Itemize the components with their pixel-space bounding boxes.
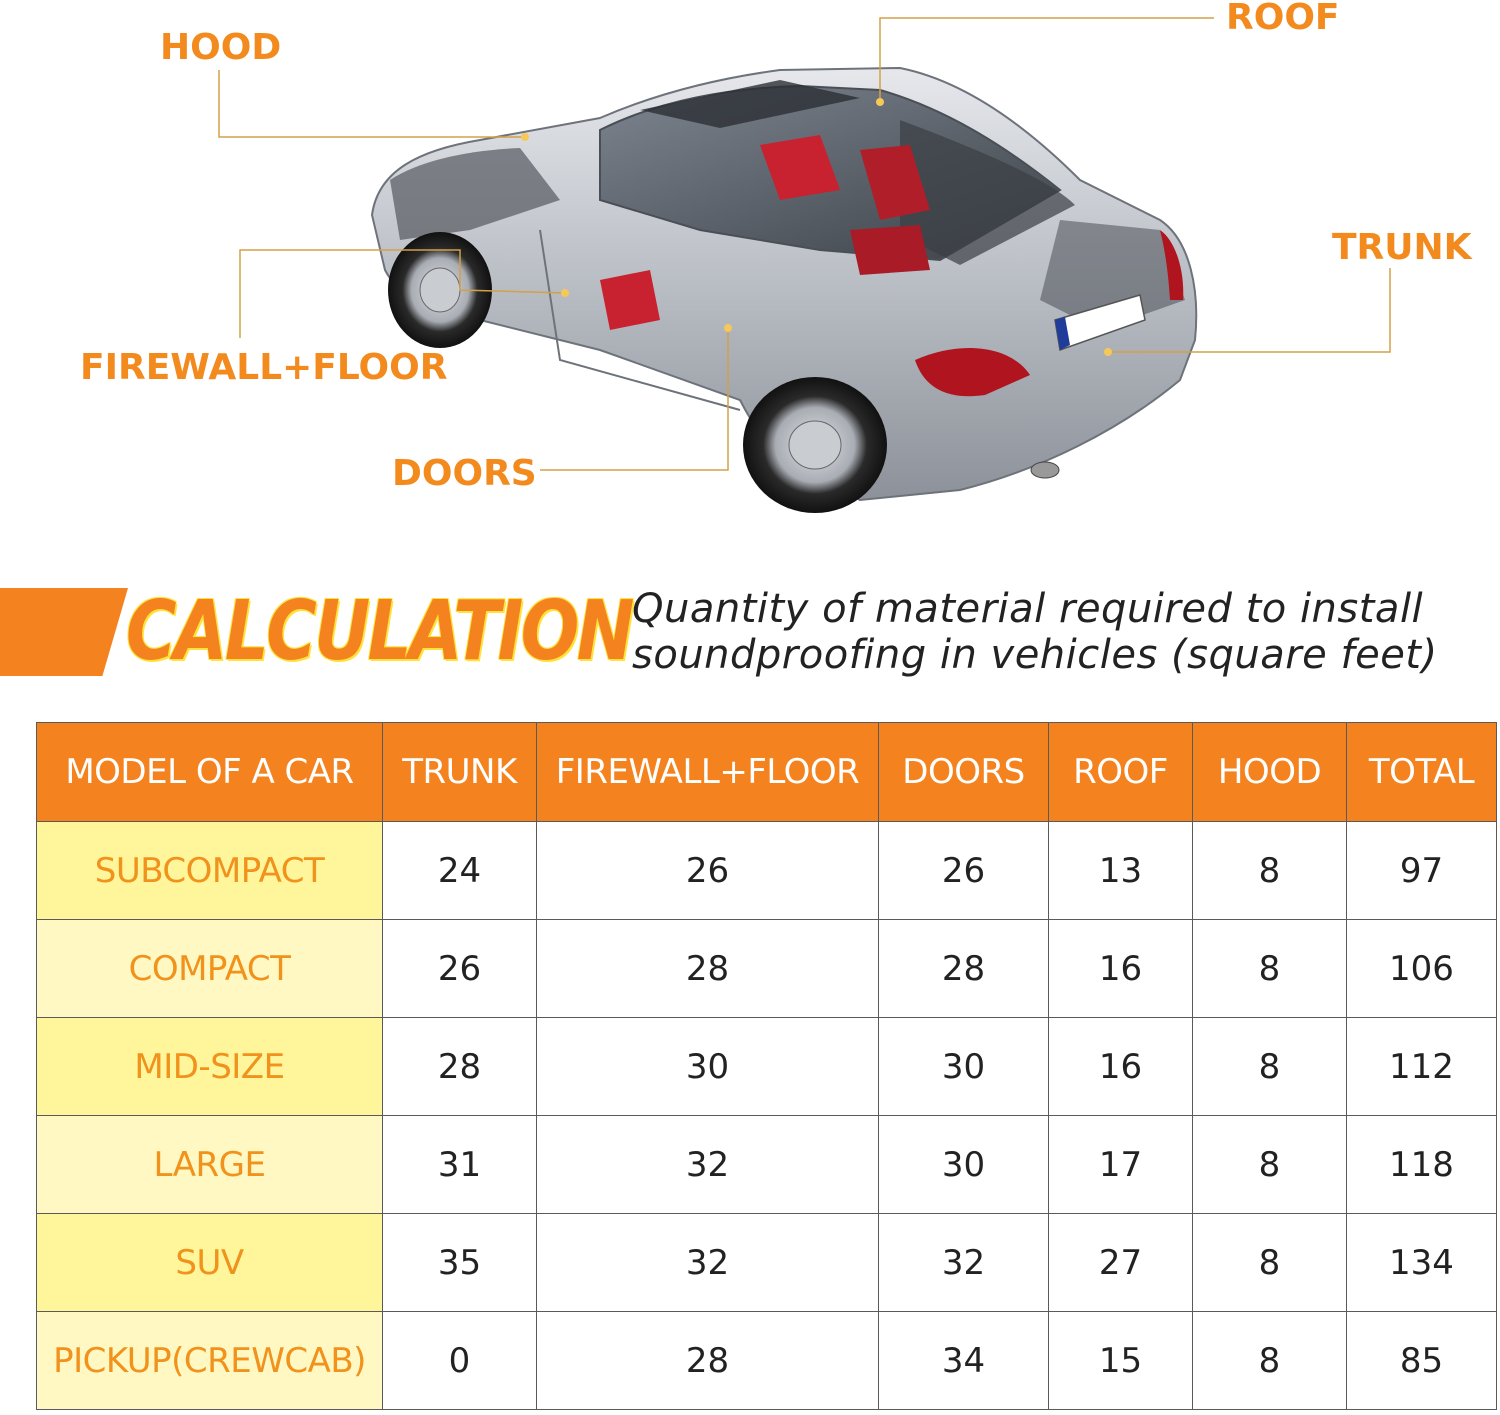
- table-row: [37, 1312, 1497, 1410]
- cell-total: 118: [1347, 1116, 1497, 1214]
- cell-firewall-floor: 32: [537, 1116, 879, 1214]
- rear-wheel: [743, 377, 887, 513]
- banner-accent-bar: [0, 588, 128, 676]
- firewall-floor-label: FIREWALL+FLOOR: [80, 347, 448, 388]
- cell-model: SUBCOMPACT: [37, 822, 383, 920]
- cell-firewall-floor: 28: [537, 1312, 879, 1410]
- cell-model: MID-SIZE: [37, 1018, 383, 1116]
- car-diagram: [0, 0, 1500, 560]
- banner-title: CALCULATION: [126, 584, 632, 679]
- roof-label: ROOF: [1226, 0, 1340, 38]
- table-row: [37, 1018, 1497, 1116]
- cell-trunk: 28: [383, 1018, 537, 1116]
- banner-subtitle-line1: Quantity of material required to install: [632, 586, 1424, 632]
- banner-subtitle: [632, 586, 1500, 678]
- cell-trunk: 31: [383, 1116, 537, 1214]
- cell-roof: 16: [1049, 1018, 1193, 1116]
- cell-total: 85: [1347, 1312, 1497, 1410]
- cell-doors: 32: [879, 1214, 1049, 1312]
- hood-leader: [219, 70, 525, 137]
- cell-hood: 8: [1193, 1018, 1347, 1116]
- cell-doors: 26: [879, 822, 1049, 920]
- car-illustration: [0, 0, 1500, 560]
- cell-total: 97: [1347, 822, 1497, 920]
- table-row: [37, 822, 1497, 920]
- cell-model: SUV: [37, 1214, 383, 1312]
- cell-roof: 16: [1049, 920, 1193, 1018]
- cell-doors: 30: [879, 1116, 1049, 1214]
- banner-subtitle-line2: soundproofing in vehicles (square feet): [632, 632, 1438, 678]
- cell-total: 134: [1347, 1214, 1497, 1312]
- table-row: [37, 1116, 1497, 1214]
- trunk-label: TRUNK: [1332, 227, 1472, 268]
- hood-label: HOOD: [160, 27, 282, 68]
- doors-label: DOORS: [392, 453, 537, 494]
- calculation-banner: [0, 582, 1500, 682]
- cell-roof: 27: [1049, 1214, 1193, 1312]
- table-header-row: [37, 723, 1497, 822]
- cell-hood: 8: [1193, 1116, 1347, 1214]
- cell-trunk: 35: [383, 1214, 537, 1312]
- cell-roof: 13: [1049, 822, 1193, 920]
- header-firewall-floor: FIREWALL+FLOOR: [537, 723, 879, 822]
- cell-roof: 15: [1049, 1312, 1193, 1410]
- cell-total: 112: [1347, 1018, 1497, 1116]
- header-total: TOTAL: [1347, 723, 1497, 822]
- cell-trunk: 24: [383, 822, 537, 920]
- cell-trunk: 26: [383, 920, 537, 1018]
- cell-doors: 34: [879, 1312, 1049, 1410]
- cell-doors: 28: [879, 920, 1049, 1018]
- header-doors: DOORS: [879, 723, 1049, 822]
- cell-roof: 17: [1049, 1116, 1193, 1214]
- cell-hood: 8: [1193, 920, 1347, 1018]
- cell-hood: 8: [1193, 822, 1347, 920]
- cell-doors: 30: [879, 1018, 1049, 1116]
- cell-total: 106: [1347, 920, 1497, 1018]
- table-row: [37, 920, 1497, 1018]
- cell-firewall-floor: 32: [537, 1214, 879, 1312]
- material-table: [36, 722, 1497, 1410]
- cell-firewall-floor: 28: [537, 920, 879, 1018]
- cell-firewall-floor: 26: [537, 822, 879, 920]
- cell-model: LARGE: [37, 1116, 383, 1214]
- cell-hood: 8: [1193, 1312, 1347, 1410]
- cell-model: COMPACT: [37, 920, 383, 1018]
- cell-model: PICKUP(CREWCAB): [37, 1312, 383, 1410]
- header-model: MODEL OF A CAR: [37, 723, 383, 822]
- header-roof: ROOF: [1049, 723, 1193, 822]
- cell-hood: 8: [1193, 1214, 1347, 1312]
- header-trunk: TRUNK: [383, 723, 537, 822]
- cell-trunk: 0: [383, 1312, 537, 1410]
- header-hood: HOOD: [1193, 723, 1347, 822]
- cell-firewall-floor: 30: [537, 1018, 879, 1116]
- table-row: [37, 1214, 1497, 1312]
